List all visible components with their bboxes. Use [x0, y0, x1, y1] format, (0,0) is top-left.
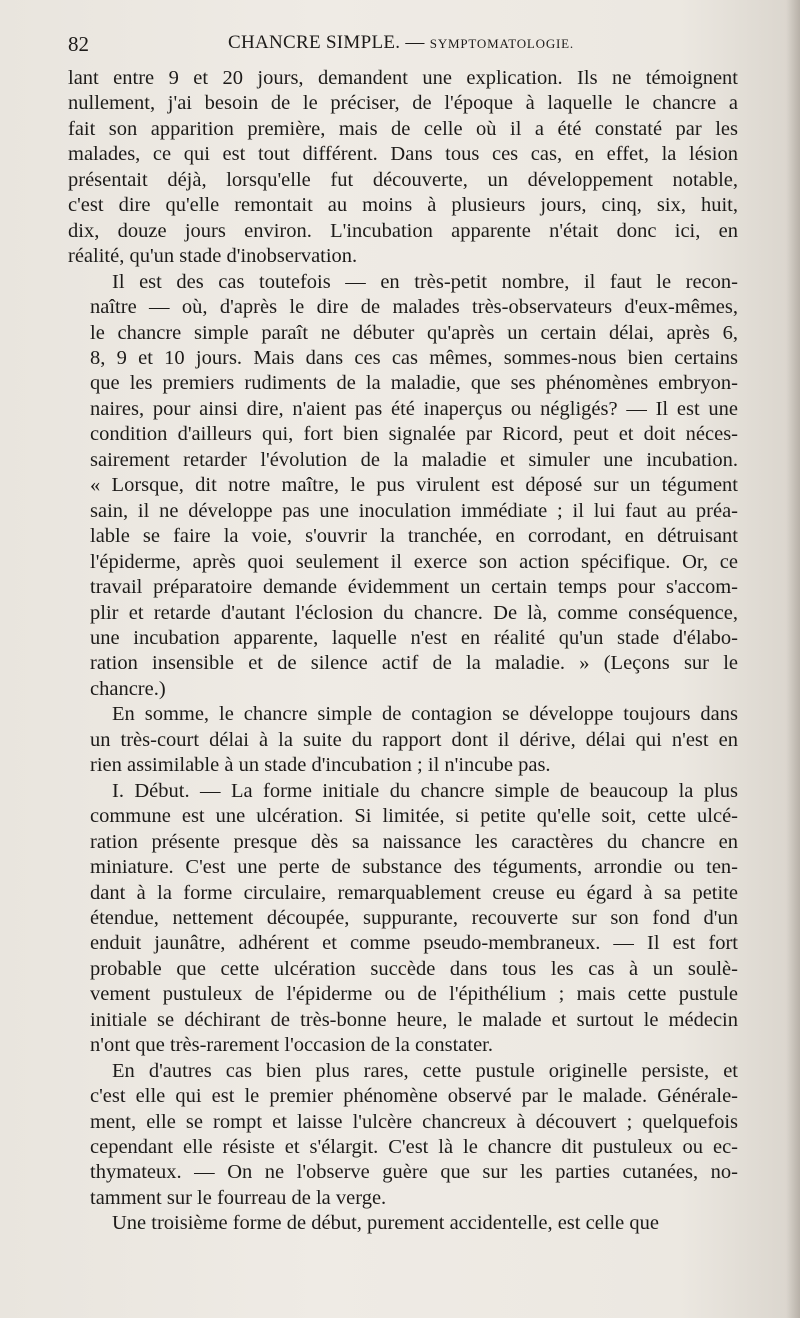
body-text — [68, 66, 738, 1237]
text-line: vement pustuleux de l'épiderme ou de l'épithélium ; mais cette pustule — [90, 983, 738, 1006]
text-line: lant entre 9 et 20 jours, demandent une explication. Ils ne témoignent — [68, 67, 738, 89]
text-line: En d'autres cas bien plus rares, cette pustule originelle persiste, et — [112, 1059, 738, 1082]
text-line: dant à la forme circulaire, remarquablement creuse eu égard à sa petite — [90, 881, 738, 904]
paragraph-p1 — [68, 66, 738, 270]
page-number: 82 — [68, 32, 89, 56]
text-line: réalité, qu'un stade d'inobservation. — [68, 245, 358, 268]
text-line: n'ont que très-rarement l'occasion de la constater. — [90, 1034, 493, 1057]
text-line: ment, elle se rompt et laisse l'ulcère chancreux à découvert ; quelquefois — [90, 1110, 738, 1133]
text-line: chancre.) — [90, 677, 166, 700]
text-line: rien assimilable à un stade d'incubation ; il n'incube pas. — [90, 754, 551, 777]
text-line: c'est elle qui est le premier phénomène observé par le malade. Générale- — [90, 1085, 738, 1108]
text-line: I. Début. — La forme initiale du chancre simple de beaucoup la plus — [112, 779, 738, 802]
text-line: une incubation apparente, laquelle n'est en réalité qu'un stade d'élabo- — [90, 626, 738, 649]
text-line: c'est dire qu'elle remontait au moins à plusieurs jours, cinq, six, huit, — [68, 194, 738, 217]
text-line: plir et retarde d'autant l'éclosion du chancre. De là, comme conséquence, — [90, 601, 738, 624]
text-line: fait son apparition première, mais de celle où il a été constaté par les — [68, 117, 738, 140]
text-line: présentait déjà, lorsqu'elle fut découverte, un développement notable, — [68, 168, 738, 191]
section-subtitle: SYMPTOMATOLOGIE. — [429, 36, 574, 51]
text-line: Il est des cas toutefois — en très-petit nombre, il faut le recon- — [112, 270, 738, 293]
text-line: nullement, j'ai besoin de le préciser, de l'époque à laquelle le chancre a — [68, 92, 738, 115]
text-line: sain, il ne développe pas une inoculation immédiate ; il lui faut au préa- — [90, 499, 738, 522]
page-edge-shadow — [786, 0, 800, 1318]
text-line: cependant elle résiste et s'élargit. C'est là le chancre dit pustuleux ou ec- — [90, 1136, 738, 1159]
text-line: condition d'ailleurs qui, fort bien signalée par Ricord, peut et doit néces- — [90, 423, 738, 446]
text-line: ration insensible et de silence actif de la maladie. » (Leçons sur le — [90, 652, 738, 675]
text-line: initiale se déchirant de très-bonne heure, le malade et surtout le médecin — [90, 1008, 738, 1031]
text-line: étendue, nettement découpée, suppurante, recouverte sur son fond d'un — [90, 906, 738, 929]
paragraph-p5 — [68, 1059, 738, 1212]
running-header — [68, 32, 740, 62]
text-line: lable se faire la voie, s'ouvrir la tranchée, en corrodant, en détruisant — [90, 525, 738, 548]
text-line: naître — où, d'après le dire de malades très-observateurs d'eux-mêmes, — [90, 296, 738, 319]
text-line: l'épiderme, après quoi seulement il exerce son action spécifique. Or, ce — [90, 550, 738, 573]
paragraph-p4 — [68, 779, 738, 1059]
text-line: commune est une ulcération. Si limitée, si petite qu'elle soit, cette ulcé- — [90, 805, 738, 828]
text-line: thymateux. — On ne l'observe guère que sur les parties cutanées, no- — [90, 1161, 738, 1184]
text-line: ration présente presque dès sa naissance les caractères du chancre en — [90, 830, 738, 853]
paragraph-p6 — [68, 1211, 738, 1236]
text-line: enduit jaunâtre, adhérent et comme pseudo-membraneux. — Il est fort — [90, 932, 738, 955]
text-line: Une troisième forme de début, purement accidentelle, est celle que — [112, 1212, 660, 1235]
text-line: En somme, le chancre simple de contagion se développe toujours dans — [112, 703, 738, 726]
text-line: 8, 9 et 10 jours. Mais dans ces cas mêmes, sommes-nous bien certains — [90, 346, 738, 369]
paragraph-p3 — [68, 702, 738, 778]
text-line: que les premiers rudiments de la maladie, que ses phénomènes embryon- — [90, 372, 738, 395]
title-dash: — — [405, 32, 425, 53]
text-line: le chancre simple paraît ne débuter qu'après un certain délai, après 6, — [90, 321, 738, 344]
text-line: travail préparatoire demande évidemment un certain temps pour s'accom- — [90, 576, 738, 599]
text-line: naires, pour ainsi dire, n'aient pas été inaperçus ou négligés? — Il est une — [90, 397, 738, 420]
text-line: probable que cette ulcération succède dans tous les cas à un soulè- — [90, 957, 738, 980]
text-line: un très-court délai à la suite du rapport dont il dérive, délai qui n'est en — [90, 728, 738, 751]
chapter-title: CHANCRE SIMPLE. — [228, 32, 401, 53]
text-line: miniature. C'est une perte de substance des téguments, arrondie ou ten- — [90, 856, 738, 879]
text-line: sairement retarder l'évolution de la maladie et simuler une incubation. — [90, 448, 738, 471]
running-title — [228, 32, 574, 54]
text-line: « Lorsque, dit notre maître, le pus virulent est déposé sur un tégument — [90, 474, 738, 497]
paragraph-p2 — [68, 270, 738, 703]
text-line: dix, douze jours environ. L'incubation apparente n'était donc ici, en — [68, 219, 738, 242]
text-line: tamment sur le fourreau de la verge. — [90, 1186, 387, 1209]
text-line: malades, ce qui est tout différent. Dans tous ces cas, en effet, la lésion — [68, 143, 738, 166]
